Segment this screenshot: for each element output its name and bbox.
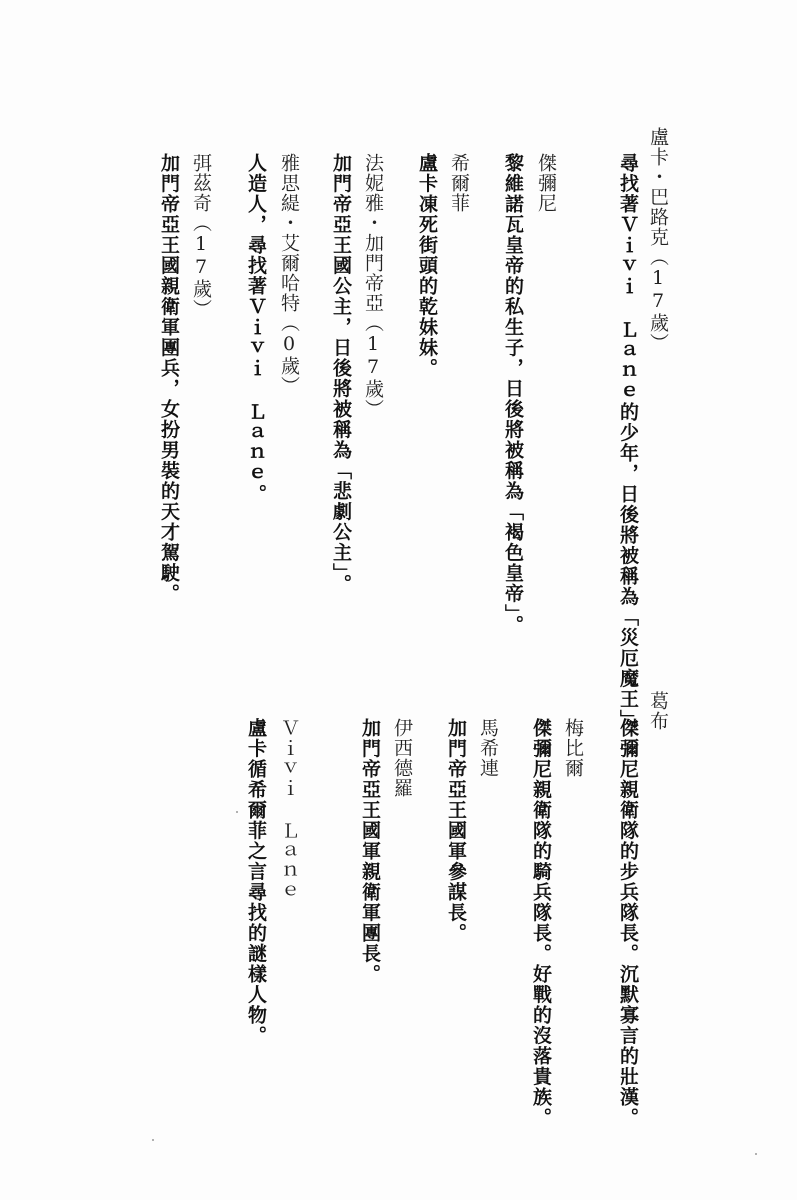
character-description: 盧卡循希爾菲之言尋找的謎樣人物。 xyxy=(245,718,267,1046)
character-name: 法妮雅・加門帝亞（17歲） xyxy=(362,153,384,419)
character-name: 馬希連 xyxy=(477,718,499,778)
character-description: 人造人，尋找著Ｖｉｖｉ Ｌａｎｅ。 xyxy=(245,153,267,505)
character-name: 弭茲奇（17歲） xyxy=(190,153,212,319)
character-name: 梅比爾 xyxy=(562,718,584,778)
character-name: Ｖｉｖｉ Ｌａｎｅ xyxy=(278,718,300,901)
character-description: 傑彌尼親衛隊的步兵隊長。沉默寡言的壯漢。 xyxy=(617,718,639,1128)
scan-speck xyxy=(236,811,238,813)
character-name: 傑彌尼 xyxy=(535,153,557,213)
character-name: 伊西德羅 xyxy=(391,718,413,798)
scan-speck xyxy=(152,1139,154,1141)
character-description: 尋找著Ｖｉｖｉ Ｌａｎｅ的少年，日後將被稱為「災厄魔王」。 xyxy=(617,153,639,741)
character-description: 加門帝亞王國軍參謀長。 xyxy=(445,718,467,944)
character-description: 黎維諾瓦皇帝的私生子，日後將被稱為「褐色皇帝」。 xyxy=(502,153,524,636)
character-description: 加門帝亞王國軍親衛軍團長。 xyxy=(359,718,381,985)
character-name: 葛布 xyxy=(647,691,669,731)
character-description: 加門帝亞王國公主，日後將被稱為「悲劇公主」。 xyxy=(330,153,352,595)
scan-speck xyxy=(755,1153,757,1155)
character-description: 傑彌尼親衛隊的騎兵隊長。好戰的沒落貴族。 xyxy=(530,718,552,1128)
character-name: 希爾菲 xyxy=(448,153,470,213)
character-name: 盧卡・巴路克（17歲） xyxy=(647,127,669,353)
character-description: 加門帝亞王國親衛軍團兵，女扮男裝的天才駕駛。 xyxy=(158,153,180,604)
character-name: 雅思緹・艾爾哈特（0歲） xyxy=(278,153,300,396)
character-description: 盧卡凍死街頭的乾妹妹。 xyxy=(416,153,438,379)
